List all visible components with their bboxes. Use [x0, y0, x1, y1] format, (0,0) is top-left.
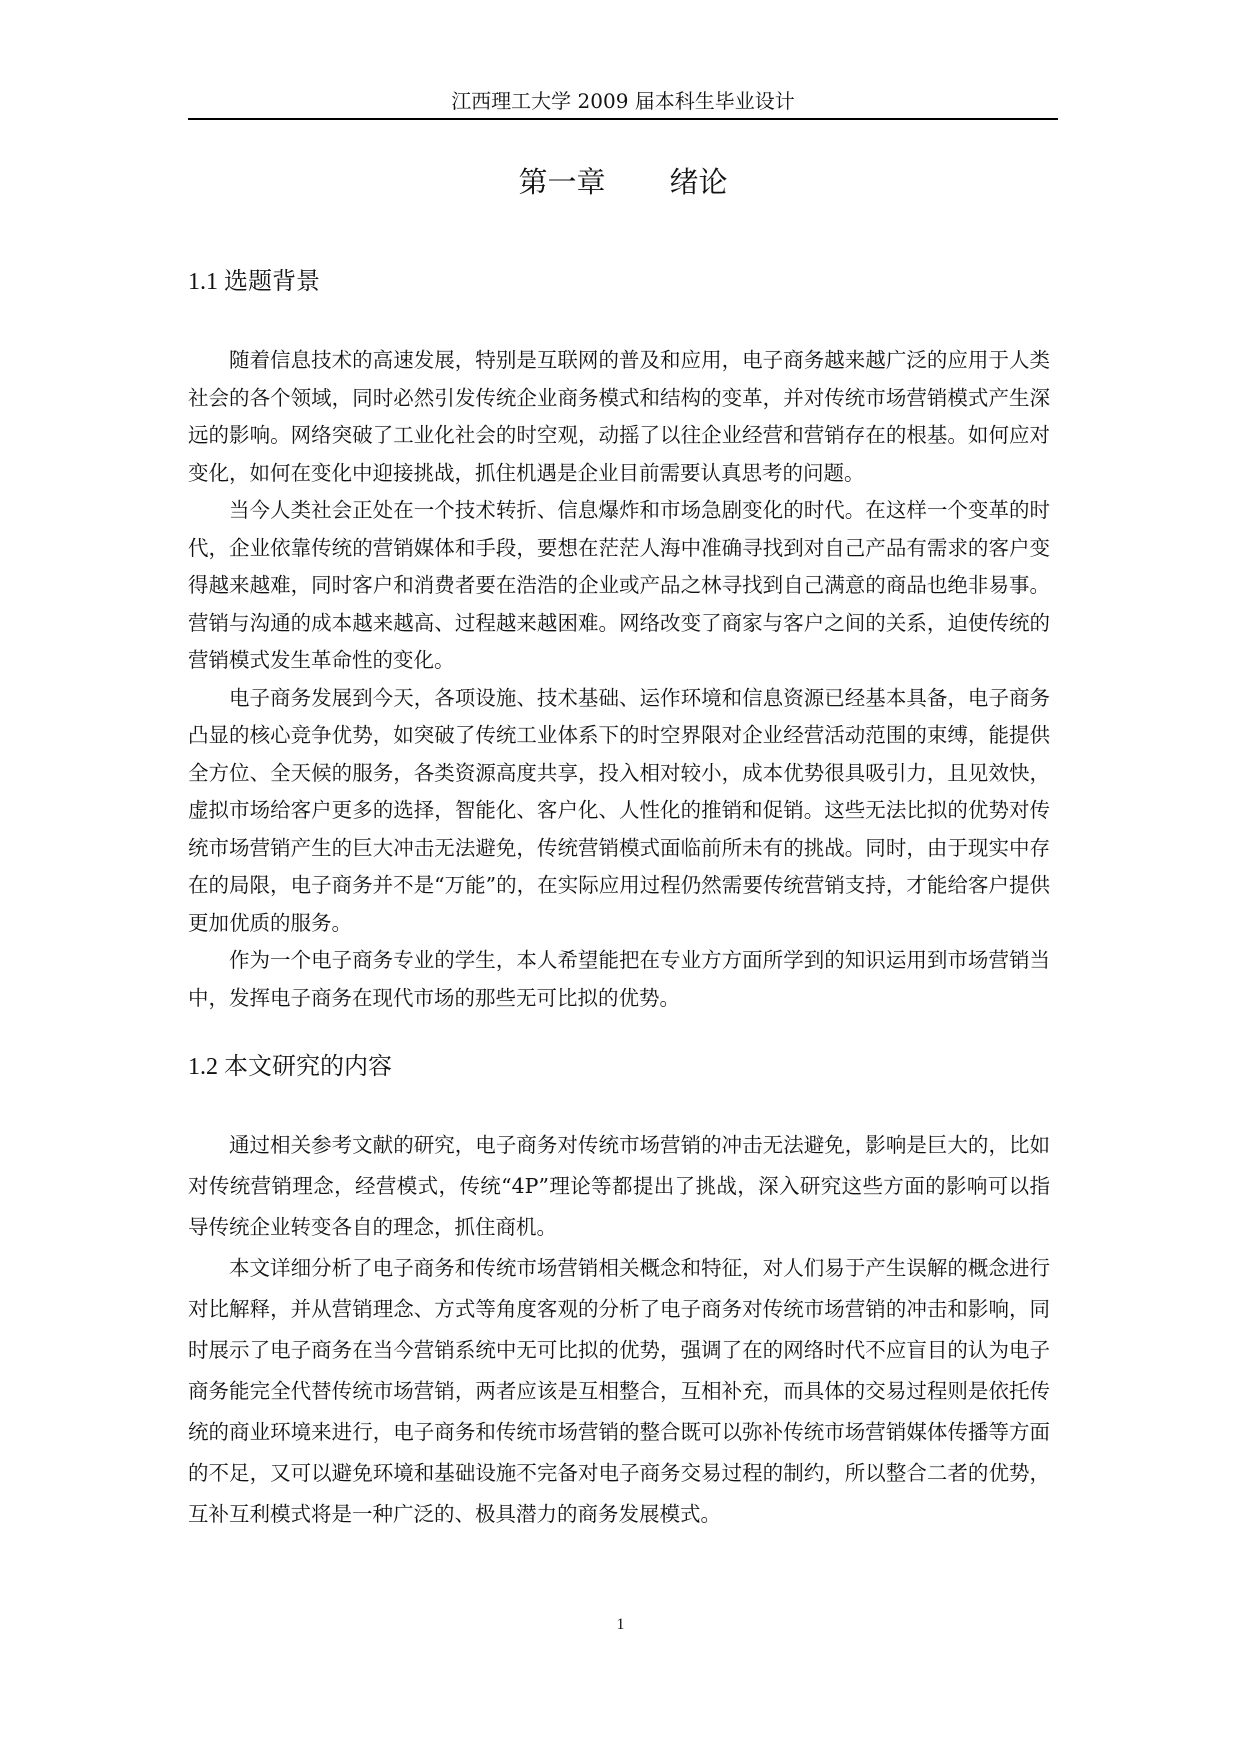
paragraph: 当今人类社会正处在一个技术转折、信息爆炸和市场急剧变化的时代。在这样一个变革的时代，企业依靠传统的营销媒体和手段，要想在茫茫人海中准确寻找到对自己产品有需求的客户变得越来越难，同时客户和消费者要在浩浩的企业或产品之林寻找到自己满意的商品也绝非易事。营销与沟通的成本越来越高、过程越来越困难。网络改变了商家与客户之间的关系，迫使传统的营销模式发生革命性的变化。: [188, 498, 1050, 672]
section-heading-1-2: [188, 1048, 392, 1085]
paragraph: 电子商务发展到今天，各项设施、技术基础、运作环境和信息资源已经基本具备，电子商务凸显的核心竞争优势，如突破了传统工业体系下的时空界限对企业经营活动范围的束缚，能提供全方位、全天候的服务，各类资源高度共享，投入相对较小，成本优势很具吸引力，且见效快，虚拟市场给客户更多的选择，智能化、客户化、人性化的推销和促销。这些无法比拟的优势对传统市场营销产生的巨大冲击无法避免，传统营销模式面临前所未有的挑战。同时，由于现实中存在的局限，电子商务并不是“万能”的，在实际应用过程仍然需要传统营销支持，才能给客户提供更加优质的服务。: [188, 685, 1050, 935]
section-number: 1.1: [188, 269, 218, 295]
running-header: 江西理工大学 2009 届本科生毕业设计: [188, 84, 1058, 120]
section-heading-1-1: [188, 263, 320, 300]
section-1-1-body: [188, 342, 1050, 1017]
chapter-number: 第一章: [518, 165, 606, 199]
chapter-title: [188, 162, 1058, 202]
section-number: 1.2: [188, 1054, 218, 1080]
section-title: 选题背景: [224, 267, 320, 295]
section-1-2-body: [188, 1125, 1050, 1535]
paragraph: 通过相关参考文献的研究，电子商务对传统市场营销的冲击无法避免，影响是巨大的，比如对传统营销理念，经营模式，传统“4P”理论等都提出了挑战，深入研究这些方面的影响可以指导传统企业转变各自的理念，抓住商机。: [188, 1133, 1050, 1239]
paragraph: 随着信息技术的高速发展，特别是互联网的普及和应用，电子商务越来越广泛的应用于人类社会的各个领域，同时必然引发传统企业商务模式和结构的变革，并对传统市场营销模式产生深远的影响。网络突破了工业化社会的时空观，动摇了以往企业经营和营销存在的根基。如何应对变化，如何在变化中迎接挑战，抓住机遇是企业目前需要认真思考的问题。: [188, 348, 1050, 485]
paragraph: 本文详细分析了电子商务和传统市场营销相关概念和特征，对人们易于产生误解的概念进行对比解释，并从营销理念、方式等角度客观的分析了电子商务对传统市场营销的冲击和影响，同时展示了电子商务在当今营销系统中无可比拟的优势，强调了在的网络时代不应盲目的认为电子商务能完全代替传统市场营销，两者应该是互相整合，互相补充，而具体的交易过程则是依托传统的商业环境来进行，电子商务和传统市场营销的整合既可以弥补传统市场营销媒体传播等方面的不足，又可以避免环境和基础设施不完备对电子商务交易过程的制约，所以整合二者的优势，互补互利模式将是一种广泛的、极具潜力的商务发展模式。: [188, 1256, 1050, 1526]
section-title: 本文研究的内容: [224, 1052, 392, 1080]
chapter-name: 绪论: [669, 165, 728, 199]
paragraph: 作为一个电子商务专业的学生，本人希望能把在专业方方面所学到的知识运用到市场营销当中，发挥电子商务在现代市场的那些无可比拟的优势。: [188, 948, 1050, 1010]
page-number: 1: [616, 1616, 625, 1633]
